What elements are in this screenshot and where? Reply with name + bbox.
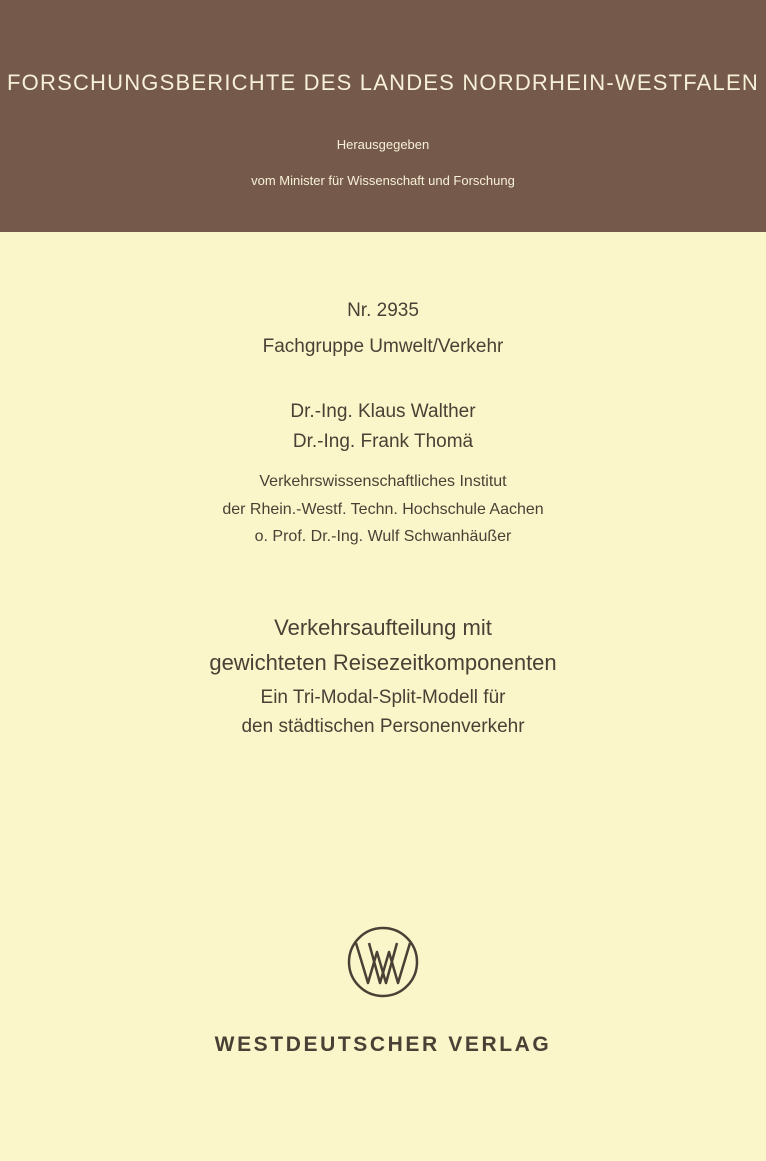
title-line-1: Verkehrsaufteilung mit <box>274 615 492 640</box>
header-band <box>0 0 766 232</box>
institute-line-3: o. Prof. Dr.-Ing. Wulf Schwanhäußer <box>254 528 512 545</box>
report-number: Nr. 2935 <box>347 300 419 321</box>
subject-group: Fachgruppe Umwelt/Verkehr <box>262 336 504 357</box>
subtitle-line-1: Ein Tri-Modal-Split-Modell für <box>260 687 506 708</box>
wv-circle-logo-icon <box>346 925 420 999</box>
author-1: Dr.-Ing. Klaus Walther <box>290 401 476 422</box>
institute-line-1: Verkehrswissenschaftliches Institut <box>259 473 507 490</box>
author-2: Dr.-Ing. Frank Thomä <box>292 431 474 452</box>
ministry-label: vom Minister für Wissenschaft und Forschung <box>251 173 515 188</box>
title-line-2: gewichteten Reisezeitkomponenten <box>209 650 557 675</box>
subtitle-line-2: den städtischen Personenverkehr <box>241 716 525 737</box>
series-title: FORSCHUNGSBERICHTE DES LANDES NORDRHEIN-WESTFALEN <box>7 70 759 95</box>
institute-line-2: der Rhein.-Westf. Techn. Hochschule Aachen <box>222 501 544 518</box>
publisher-name: WESTDEUTSCHER VERLAG <box>214 1033 552 1056</box>
edited-by-label: Herausgegeben <box>336 137 430 152</box>
